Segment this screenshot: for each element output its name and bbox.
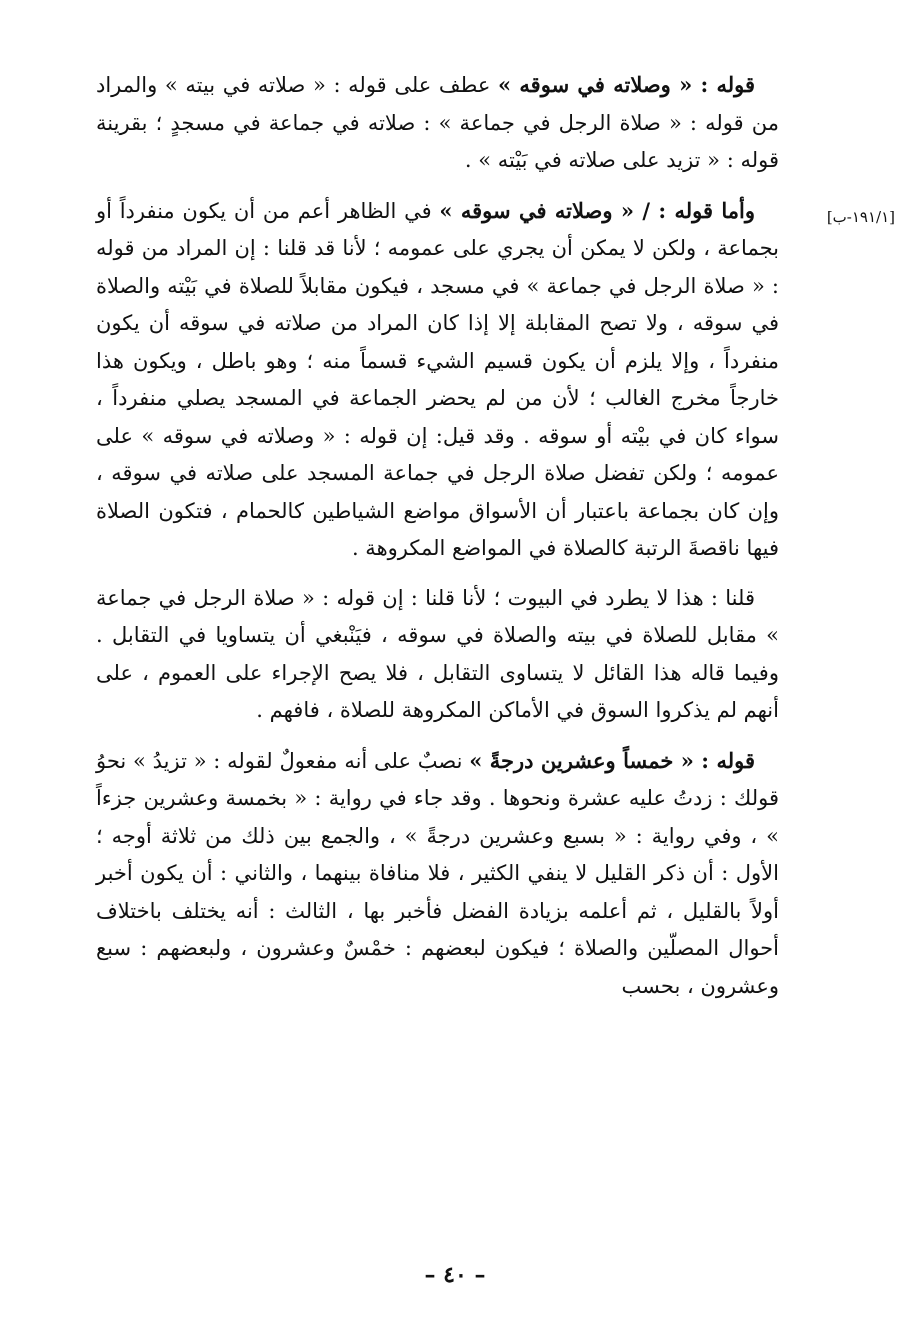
paragraph-4-lead: قوله : « خمساً وعشرين درجةً » — [469, 747, 755, 773]
paragraph-2-lead: وأما قوله : / « وصلاته في سوقه » — [439, 197, 755, 223]
paragraph-4-text: نصبٌ على أنه مفعولٌ لقوله : « تزيدُ » نحوُ قولك : زدتُ عليه عشرة ونحوها . وقد جاء في رواية : « بخمسة وعشرين جزءاً » ، وفي رواية : « بسبع وعشرين درجةً » ، والجمع بين ذلك من ثلاثة أوجه ؛ الأول : أن ذكر القليل لا ينفي الكثير ، فلا منافاة بينهما ، والثاني : أن يكون أخبر أولاً بالقليل ، ثم أعلمه بزيادة الفضل فأخبر بها ، الثالث : أنه يختلف باختلاف أحوال المصلّين والصلاة ؛ فيكون لبعضهم : خمْسٌ وعشرون ، ولبعضهم : سبع وعشرون ، بحسب — [96, 748, 779, 998]
paragraph-4 — [96, 742, 779, 1006]
paragraph-3-text: قلنا : هذا لا يطرد في البيوت ؛ لأنا قلنا : إن قوله : « صلاة الرجل في جماعة » مقابل للصلاة في بيته والصلاة في سوقه ، فيَنْبغي أن يتساويا في التقابل . وفيما قاله هذا القائل لا يتساوى التقابل ، فلا يصح الإجراء على العموم ، على أنهم لم يذكروا السوق في الأماكن المكروهة للصلاة ، فافهم . — [96, 585, 779, 722]
page-number: – ٤٠ – — [424, 1262, 486, 1288]
paragraph-1-lead: قوله : « وصلاته في سوقه » — [498, 72, 755, 97]
paragraph-3 — [96, 580, 779, 730]
paragraph-2-text: في الظاهر أعم من أن يكون منفرداً أو بجماعة ، ولكن لا يمكن أن يجري على عمومه ؛ لأنا قد قلنا : إن المراد من قوله : « صلاة الرجل في جماعة » في مسجد ، فيكون مقابلاً للصلاة في بَيْته والصلاة في سوقه ، ولا تصح المقابلة إلا إذا كان المراد من صلاته في سوقه أن يكون منفرداً ، وإلا يلزم أن يكون قسيم الشيء قسماً منه ؛ وهو باطل ، ويكون هذا خارجاً مخرج الغالب ؛ لأن من لم يحضر الجماعة في المسجد يصلي منفرداً ، سواء كان في بيْته أو سوقه . وقد قيل: إن قوله : « وصلاته في سوقه » على عمومه ؛ ولكن تفضل صلاة الرجل في جماعة المسجد على صلاته في سوقه ، وإن كان بجماعة باعتبار أن الأسواق مواضع الشياطين كالحمام ، فتكون الصلاة فيها ناقصةَ الرتبة كالصلاة في المواضع المكروهة . — [96, 198, 779, 560]
paragraph-2 — [96, 192, 779, 568]
page-body — [96, 66, 779, 1017]
margin-reference: [١٩١/١-ب] — [826, 208, 895, 226]
paragraph-1 — [96, 66, 779, 180]
paragraph-1-text: عطف على قوله : « صلاته في بيته » والمراد من قوله : « صلاة الرجل في جماعة » : صلاته في جماعة في مسجدٍ ؛ بقرينة قوله : « تزيد على صلاته في بَيْته » . — [96, 73, 779, 172]
